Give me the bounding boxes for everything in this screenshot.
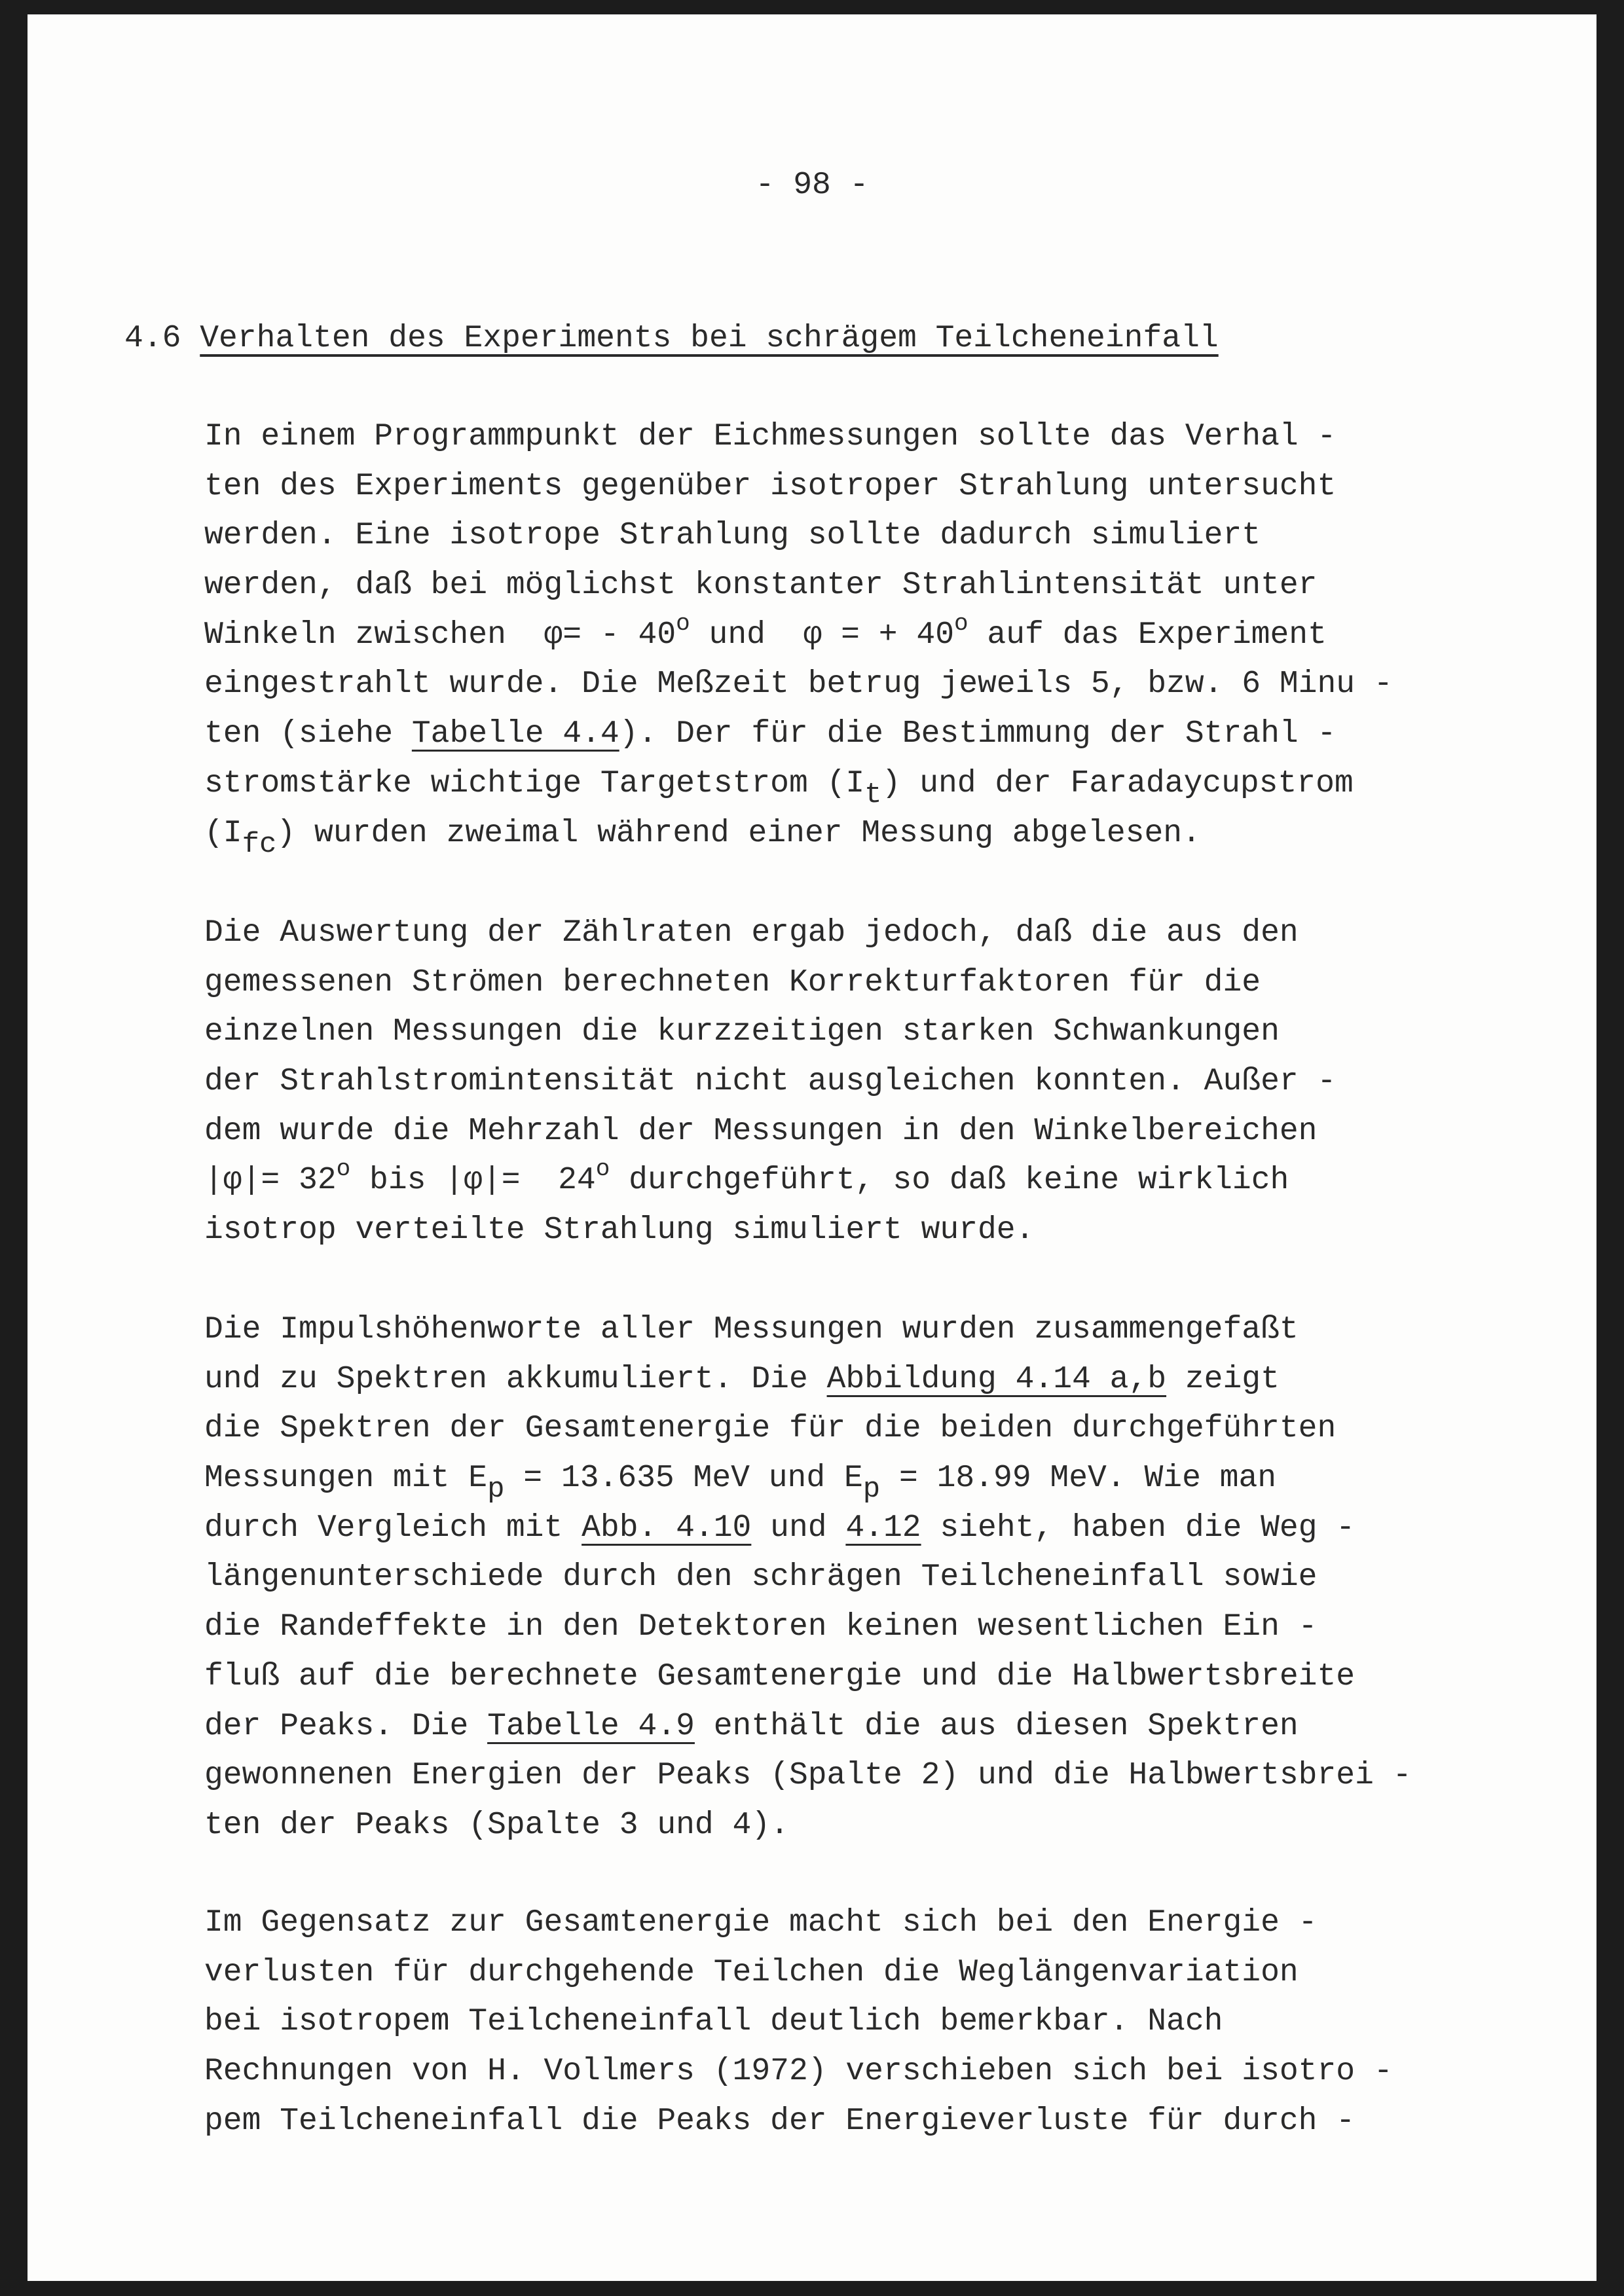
- text-run: der Strahlstromintensität nicht ausgleichen konnten. Außer -: [204, 1064, 1337, 1100]
- paragraph-2: [204, 909, 1336, 1256]
- text-run: und: [751, 1510, 846, 1546]
- subscript: p: [487, 1473, 505, 1506]
- text-run: (I: [204, 815, 242, 851]
- text-run: Die Impulshöhenworte aller Messungen wurden zusammengefaßt: [204, 1312, 1299, 1347]
- text-line: [204, 1801, 1412, 1851]
- paragraph-3: [204, 1305, 1412, 1851]
- text-run: die Spektren der Gesamtenergie für die beiden durchgeführten: [204, 1411, 1337, 1447]
- text-line: [204, 1553, 1412, 1603]
- text-line: [204, 2047, 1393, 2097]
- text-run: werden. Eine isotrope Strahlung sollte dadurch simuliert: [204, 518, 1261, 554]
- text-line: [204, 1702, 1412, 1752]
- text-run: = 18.99 MeV. Wie man: [880, 1461, 1277, 1497]
- text-line: [204, 462, 1393, 512]
- page-number: - 98 -: [755, 168, 869, 203]
- text-line: [204, 1997, 1393, 2047]
- text-run: der Peaks. Die: [204, 1708, 488, 1744]
- text-run: pem Teilcheneinfall die Peaks der Energieverluste für durch -: [204, 2103, 1356, 2139]
- text-run: Messungen mit E: [204, 1461, 488, 1497]
- superscript: o: [954, 610, 969, 637]
- text-run: Winkeln zwischen φ= - 40: [204, 617, 676, 653]
- text-run: und φ = + 40: [690, 617, 954, 653]
- text-run: Rechnungen von H. Vollmers (1972) verschieben sich bei isotro -: [204, 2054, 1393, 2090]
- text-run: durchgeführt, so daß keine wirklich: [610, 1163, 1289, 1199]
- text-line: [204, 1008, 1336, 1057]
- text-line: [204, 909, 1336, 958]
- text-run: dem wurde die Mehrzahl der Messungen in den Winkelbereichen: [204, 1113, 1318, 1149]
- superscript: o: [336, 1156, 351, 1183]
- text-line: [204, 1751, 1412, 1801]
- text-run: enthält die aus diesen Spektren: [694, 1708, 1299, 1744]
- subscript: fc: [242, 828, 277, 861]
- superscript: o: [676, 610, 690, 637]
- text-line: [204, 1652, 1412, 1702]
- section-number: 4.6: [124, 321, 181, 356]
- text-run: einzelnen Messungen die kurzzeitigen starken Schwankungen: [204, 1014, 1280, 1050]
- text-run: eingestrahlt wurde. Die Meßzeit betrug jeweils 5, bzw. 6 Minu -: [204, 666, 1393, 702]
- text-run: und zu Spektren akkumuliert. Die: [204, 1361, 827, 1397]
- text-run: ). Der für die Bestimmung der Strahl -: [619, 716, 1337, 752]
- text-line: [204, 809, 1393, 859]
- text-run: längenunterschiede durch den schrägen Teilcheneinfall sowie: [204, 1559, 1318, 1595]
- text-line: [204, 1305, 1412, 1355]
- text-run: = 13.635 MeV und E: [504, 1461, 863, 1497]
- text-line: [204, 2097, 1393, 2147]
- text-run: Im Gegensatz zur Gesamtenergie macht sich bei den Energie -: [204, 1905, 1318, 1941]
- superscript: o: [595, 1156, 610, 1183]
- text-run: In einem Programmpunkt der Eichmessungen sollte das Verhal -: [204, 419, 1337, 454]
- text-line: [204, 1156, 1336, 1206]
- text-run: gemessenen Strömen berechneten Korrekturfaktoren für die: [204, 964, 1261, 1000]
- text-run: bei isotropem Teilcheneinfall deutlich bemerkbar. Nach: [204, 2004, 1223, 2040]
- paragraph-1: [204, 412, 1393, 861]
- text-line: [204, 561, 1393, 611]
- text-run: verlusten für durchgehende Teilchen die Weglängenvariation: [204, 1954, 1299, 1990]
- text-run: isotrop verteilte Strahlung simuliert wurde.: [204, 1212, 1035, 1248]
- text-run: ten des Experiments gegenüber isotroper Strahlung untersucht: [204, 468, 1337, 504]
- underlined-reference: Abbildung 4.14 a,b: [826, 1361, 1167, 1397]
- subscript: t: [864, 778, 882, 811]
- underlined-reference: Tabelle 4.9: [487, 1708, 695, 1744]
- text-line: [204, 1504, 1412, 1554]
- text-run: zeigt: [1166, 1361, 1280, 1397]
- document-page: [28, 14, 1596, 2281]
- text-line: [204, 1603, 1412, 1652]
- text-run: auf das Experiment: [968, 617, 1327, 653]
- text-run: ten der Peaks (Spalte 3 und 4).: [204, 1807, 789, 1843]
- underlined-reference: Abb. 4.10: [581, 1510, 752, 1546]
- text-run: bis |φ|= 24: [350, 1163, 596, 1199]
- text-line: [204, 958, 1336, 1008]
- text-line: [204, 412, 1393, 462]
- text-line: [204, 1948, 1393, 1998]
- text-run: ten (siehe: [204, 716, 412, 752]
- text-line: [204, 1355, 1412, 1405]
- text-line: [204, 660, 1393, 710]
- text-run: werden, daß bei möglichst konstanter Strahlintensität unter: [204, 568, 1318, 604]
- text-line: [204, 1107, 1336, 1157]
- text-run: sieht, haben die Weg -: [921, 1510, 1356, 1546]
- text-run: durch Vergleich mit: [204, 1510, 582, 1546]
- text-line: [204, 710, 1393, 759]
- subscript: p: [862, 1473, 881, 1506]
- text-run: Die Auswertung der Zählraten ergab jedoch, daß die aus den: [204, 915, 1299, 951]
- underlined-reference: Tabelle 4.4: [411, 716, 619, 752]
- text-line: [204, 1404, 1412, 1454]
- text-run: fluß auf die berechnete Gesamtenergie und die Halbwertsbreite: [204, 1658, 1356, 1694]
- text-line: [204, 1899, 1393, 1948]
- text-line: [204, 1057, 1336, 1107]
- underlined-reference: 4.12: [845, 1510, 921, 1546]
- text-run: gewonnenen Energien der Peaks (Spalte 2) und die Halbwertsbrei -: [204, 1758, 1412, 1794]
- text-run: die Randeffekte in den Detektoren keinen wesentlichen Ein -: [204, 1609, 1318, 1645]
- text-run: ) wurden zweimal während einer Messung abgelesen.: [276, 815, 1201, 851]
- text-line: [204, 759, 1393, 809]
- paragraph-4: [204, 1899, 1393, 2146]
- text-line: [204, 511, 1393, 561]
- text-run: stromstärke wichtige Targetstrom (I: [204, 765, 865, 801]
- text-run: |φ|= 32: [204, 1163, 337, 1199]
- section-heading: [124, 321, 1219, 356]
- text-line: [204, 611, 1393, 661]
- text-line: [204, 1454, 1412, 1504]
- section-title: Verhalten des Experiments bei schrägem Teilcheneinfall: [200, 321, 1219, 356]
- text-run: ) und der Faradaycupstrom: [881, 765, 1354, 801]
- text-line: [204, 1206, 1336, 1256]
